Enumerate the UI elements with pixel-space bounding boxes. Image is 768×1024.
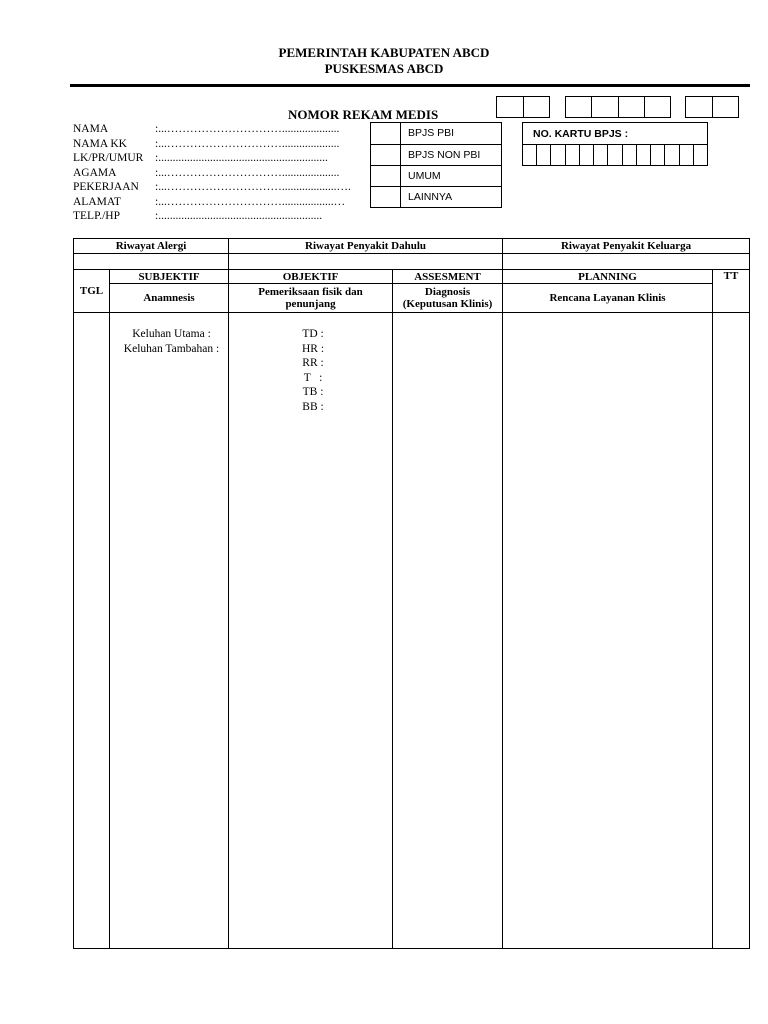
complaint-main-label: Keluhan Utama : (132, 328, 211, 340)
subheader-rencana: Rencana Layanan Klinis (503, 284, 713, 313)
vital-tb: TB : (302, 386, 324, 398)
checkbox[interactable] (371, 145, 401, 166)
patient-field-label: LK/PR/UMUR (73, 152, 144, 164)
entry-tt[interactable] (713, 313, 750, 949)
insurance-option-umum[interactable]: UMUM (371, 165, 501, 187)
patient-field-row[interactable] (73, 180, 351, 194)
patient-field-label: PEKERJAAN (73, 181, 139, 193)
insurance-option-bpjs-non-pbi[interactable]: BPJS NON PBI (371, 144, 501, 166)
history-allergy-value[interactable] (74, 254, 229, 270)
record-number-group-2[interactable] (565, 96, 671, 118)
patient-field-label: NAMA (73, 123, 109, 135)
history-past-illness: Riwayat Penyakit Dahulu (229, 239, 503, 254)
insurance-options (370, 122, 502, 208)
entry-objektif[interactable] (229, 313, 393, 949)
vital-t: T : (303, 371, 323, 384)
patient-field-row[interactable] (73, 122, 339, 136)
patient-field-value[interactable]: :...…………………………..................… (155, 195, 346, 208)
patient-field-label: TELP./HP (73, 210, 120, 222)
patient-field-row[interactable] (73, 151, 328, 165)
history-family-illness: Riwayat Penyakit Keluarga (503, 239, 750, 254)
patient-field-value[interactable]: :...………………………….................... (155, 166, 340, 179)
column-tt: TT (713, 270, 750, 313)
vital-bb: BB : (302, 400, 324, 413)
history-past-illness-value[interactable] (229, 254, 503, 270)
record-number-group-1[interactable] (496, 96, 550, 118)
column-planning: PLANNING (503, 270, 713, 284)
patient-field-label: ALAMAT (73, 195, 121, 208)
bpjs-card-box (522, 122, 708, 166)
column-subjektif: SUBJEKTIF (110, 270, 229, 284)
history-family-illness-value[interactable] (503, 254, 750, 270)
patient-field-value[interactable]: :...…………………………...................…. (155, 181, 351, 193)
patient-field-row[interactable] (73, 137, 339, 151)
column-objektif: OBJEKTIF (229, 270, 393, 284)
entry-tgl[interactable] (74, 313, 110, 949)
subheader-diagnosis: Diagnosis (Keputusan Klinis) (393, 284, 503, 313)
record-number-group-3[interactable] (685, 96, 739, 118)
checkbox[interactable] (371, 123, 401, 144)
header-divider (70, 84, 750, 87)
subheader-pemeriksaan: Pemeriksaan fisik dan penunjang (229, 284, 393, 313)
insurance-option-lainnya[interactable]: LAINNYA (371, 186, 501, 208)
vital-td: TD : (302, 328, 324, 340)
soap-table (73, 238, 750, 949)
insurance-option-bpjs-pbi[interactable]: BPJS PBI (371, 123, 501, 144)
patient-field-value[interactable]: :...………………………….................... (155, 123, 340, 135)
header-puskesmas: PUSKESMAS ABCD (324, 61, 444, 76)
subheader-anamnesis: Anamnesis (110, 284, 229, 313)
patient-field-label: AGAMA (73, 166, 117, 179)
column-assesment: ASSESMENT (393, 270, 503, 284)
patient-field-row[interactable] (73, 209, 322, 223)
entry-subjektif[interactable] (110, 313, 229, 949)
patient-field-row[interactable] (73, 166, 339, 180)
patient-field-value[interactable]: :...………………………….................... (155, 137, 340, 150)
patient-field-value[interactable]: :......................................................... (155, 210, 323, 222)
entry-planning[interactable] (503, 313, 713, 949)
patient-field-label: NAMA KK (73, 137, 127, 150)
checkbox[interactable] (371, 187, 401, 208)
header-government: PEMERINTAH KABUPATEN ABCD (278, 45, 490, 60)
record-number-label: NOMOR REKAM MEDIS (288, 107, 439, 122)
column-tgl: TGL (74, 270, 110, 313)
bpjs-card-label: NO. KARTU BPJS : (533, 128, 629, 140)
patient-field-row[interactable] (73, 195, 345, 209)
bpjs-card-number-cells[interactable] (523, 144, 707, 166)
complaint-additional-label: Keluhan Tambahan : (123, 342, 220, 355)
history-allergy: Riwayat Alergi (74, 239, 229, 254)
checkbox[interactable] (371, 166, 401, 187)
vital-hr: HR : (301, 342, 325, 355)
vital-rr: RR : (302, 357, 324, 369)
patient-field-value[interactable]: :........................................................... (155, 152, 328, 164)
entry-assesment[interactable] (393, 313, 503, 949)
